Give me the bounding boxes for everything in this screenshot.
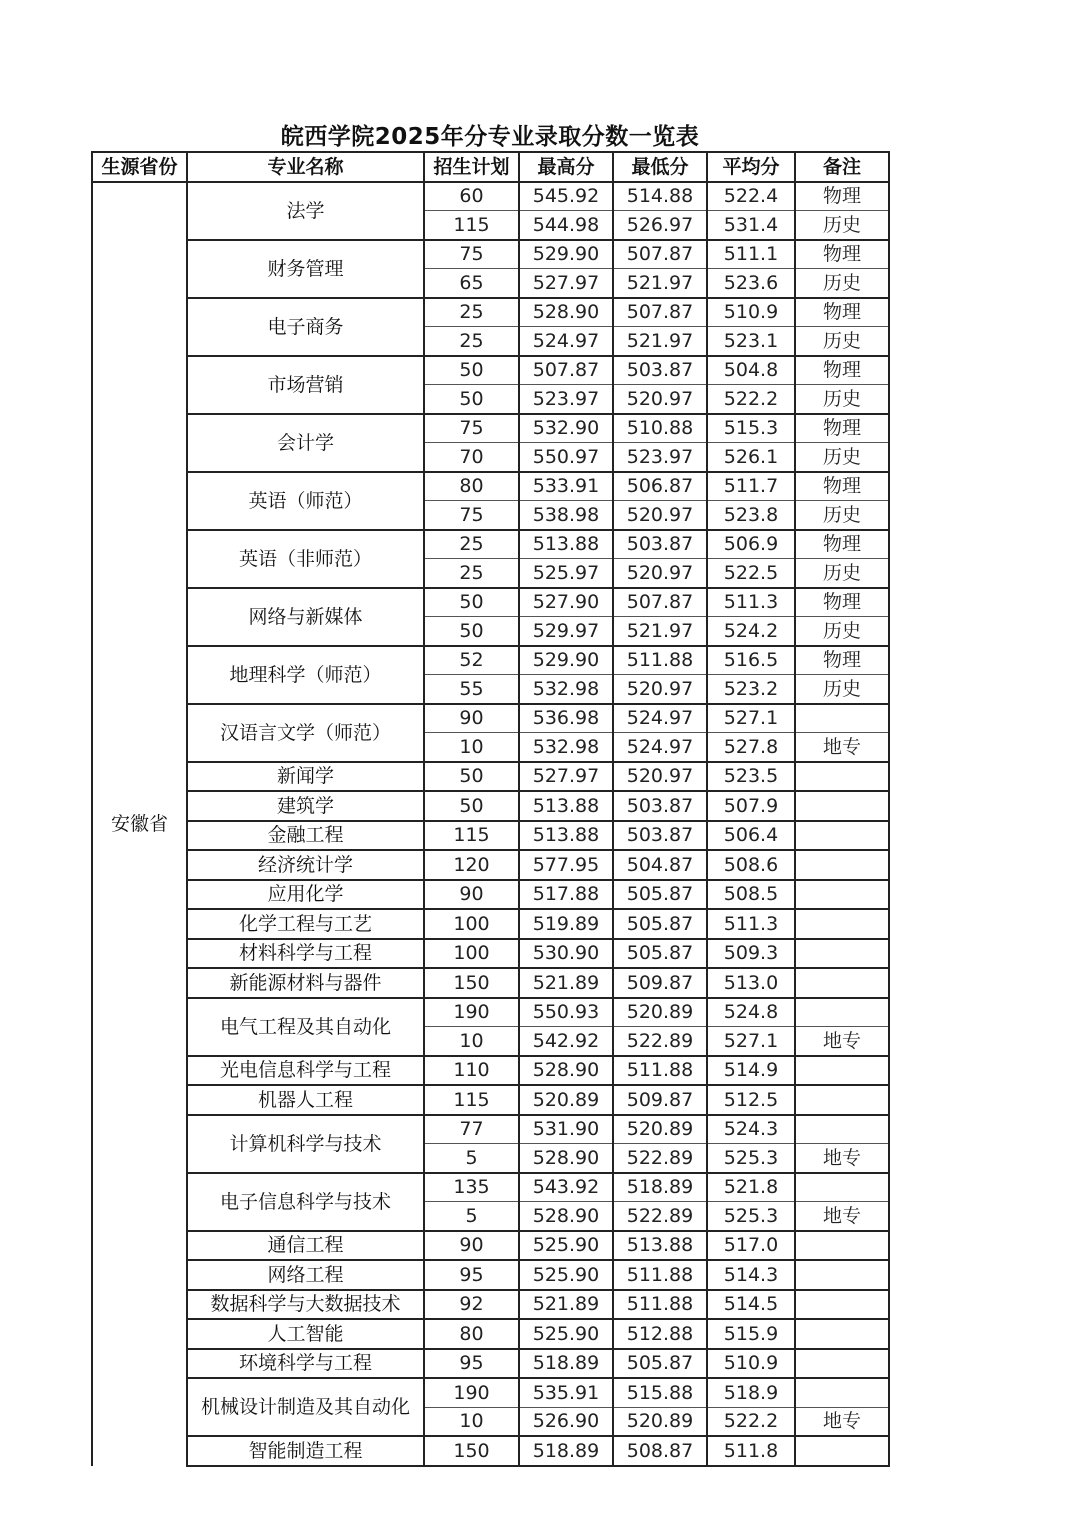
plan-cell: 190 <box>424 998 519 1027</box>
avg-score-cell: 521.8 <box>707 1173 795 1202</box>
min-score-cell: 513.88 <box>613 1231 707 1261</box>
plan-cell: 115 <box>424 211 519 240</box>
table-row <box>92 1319 889 1349</box>
header-remark: 备注 <box>795 152 889 182</box>
min-score-cell: 514.88 <box>613 182 707 211</box>
plan-cell: 25 <box>424 530 519 559</box>
min-score-cell: 515.88 <box>613 1378 707 1407</box>
major-name-cell: 环境科学与工程 <box>187 1349 424 1379</box>
min-score-cell: 526.97 <box>613 211 707 240</box>
min-score-cell: 522.89 <box>613 1027 707 1056</box>
plan-cell: 150 <box>424 1436 519 1466</box>
max-score-cell: 528.90 <box>519 1144 613 1173</box>
max-score-cell: 536.98 <box>519 704 613 733</box>
max-score-cell: 527.90 <box>519 588 613 617</box>
province-cell: 安徽省 <box>92 182 187 1466</box>
min-score-cell: 505.87 <box>613 1349 707 1379</box>
avg-score-cell: 514.3 <box>707 1260 795 1290</box>
major-name-cell: 英语（非师范） <box>187 530 424 588</box>
remark-cell: 物理 <box>795 298 889 327</box>
table-row <box>92 1349 889 1379</box>
avg-score-cell: 516.5 <box>707 646 795 675</box>
avg-score-cell: 510.9 <box>707 298 795 327</box>
max-score-cell: 531.90 <box>519 1115 613 1144</box>
remark-cell: 地专 <box>795 1407 889 1436</box>
max-score-cell: 535.91 <box>519 1378 613 1407</box>
max-score-cell: 529.97 <box>519 617 613 646</box>
plan-cell: 95 <box>424 1260 519 1290</box>
table-row <box>92 356 889 385</box>
max-score-cell: 544.98 <box>519 211 613 240</box>
min-score-cell: 520.97 <box>613 501 707 530</box>
table-row <box>92 821 889 851</box>
remark-cell <box>795 1260 889 1290</box>
table-row <box>92 850 889 880</box>
table-row <box>92 704 889 733</box>
plan-cell: 115 <box>424 821 519 851</box>
header-max-score: 最高分 <box>519 152 613 182</box>
remark-cell: 历史 <box>795 269 889 298</box>
plan-cell: 115 <box>424 1085 519 1115</box>
min-score-cell: 524.97 <box>613 733 707 762</box>
max-score-cell: 513.88 <box>519 530 613 559</box>
plan-cell: 10 <box>424 1407 519 1436</box>
header-major: 专业名称 <box>187 152 424 182</box>
avg-score-cell: 507.9 <box>707 791 795 821</box>
plan-cell: 77 <box>424 1115 519 1144</box>
max-score-cell: 532.98 <box>519 675 613 704</box>
min-score-cell: 509.87 <box>613 968 707 998</box>
plan-cell: 75 <box>424 240 519 269</box>
remark-cell: 历史 <box>795 559 889 588</box>
plan-cell: 135 <box>424 1173 519 1202</box>
min-score-cell: 511.88 <box>613 1056 707 1086</box>
table-body <box>92 152 889 1466</box>
plan-cell: 190 <box>424 1378 519 1407</box>
max-score-cell: 525.90 <box>519 1231 613 1261</box>
remark-cell <box>795 968 889 998</box>
max-score-cell: 532.90 <box>519 414 613 443</box>
min-score-cell: 503.87 <box>613 821 707 851</box>
plan-cell: 100 <box>424 909 519 939</box>
header-avg-score: 平均分 <box>707 152 795 182</box>
major-name-cell: 人工智能 <box>187 1319 424 1349</box>
max-score-cell: 550.93 <box>519 998 613 1027</box>
major-name-cell: 地理科学（师范） <box>187 646 424 704</box>
plan-cell: 110 <box>424 1056 519 1086</box>
min-score-cell: 507.87 <box>613 588 707 617</box>
plan-cell: 10 <box>424 1027 519 1056</box>
max-score-cell: 527.97 <box>519 762 613 792</box>
min-score-cell: 504.87 <box>613 850 707 880</box>
avg-score-cell: 522.2 <box>707 385 795 414</box>
table-row <box>92 1378 889 1407</box>
major-name-cell: 光电信息科学与工程 <box>187 1056 424 1086</box>
major-name-cell: 经济统计学 <box>187 850 424 880</box>
remark-cell <box>795 704 889 733</box>
max-score-cell: 529.90 <box>519 240 613 269</box>
remark-cell <box>795 1290 889 1320</box>
min-score-cell: 505.87 <box>613 880 707 910</box>
min-score-cell: 508.87 <box>613 1436 707 1466</box>
plan-cell: 52 <box>424 646 519 675</box>
plan-cell: 92 <box>424 1290 519 1320</box>
avg-score-cell: 515.9 <box>707 1319 795 1349</box>
max-score-cell: 517.88 <box>519 880 613 910</box>
min-score-cell: 520.97 <box>613 675 707 704</box>
avg-score-cell: 514.9 <box>707 1056 795 1086</box>
plan-cell: 95 <box>424 1349 519 1379</box>
table-row <box>92 880 889 910</box>
remark-cell <box>795 1056 889 1086</box>
plan-cell: 50 <box>424 356 519 385</box>
table-row <box>92 298 889 327</box>
remark-cell <box>795 880 889 910</box>
major-name-cell: 应用化学 <box>187 880 424 910</box>
major-name-cell: 网络与新媒体 <box>187 588 424 646</box>
min-score-cell: 520.89 <box>613 1407 707 1436</box>
major-name-cell: 市场营销 <box>187 356 424 414</box>
min-score-cell: 503.87 <box>613 356 707 385</box>
major-name-cell: 建筑学 <box>187 791 424 821</box>
major-name-cell: 新闻学 <box>187 762 424 792</box>
table-row <box>92 646 889 675</box>
plan-cell: 50 <box>424 617 519 646</box>
max-score-cell: 521.89 <box>519 968 613 998</box>
max-score-cell: 527.97 <box>519 269 613 298</box>
remark-cell: 物理 <box>795 530 889 559</box>
table-row <box>92 968 889 998</box>
remark-cell <box>795 1349 889 1379</box>
table-row <box>92 1173 889 1202</box>
plan-cell: 80 <box>424 1319 519 1349</box>
avg-score-cell: 526.1 <box>707 443 795 472</box>
avg-score-cell: 518.9 <box>707 1378 795 1407</box>
plan-cell: 75 <box>424 414 519 443</box>
plan-cell: 50 <box>424 385 519 414</box>
avg-score-cell: 511.3 <box>707 588 795 617</box>
remark-cell: 历史 <box>795 327 889 356</box>
avg-score-cell: 515.3 <box>707 414 795 443</box>
min-score-cell: 510.88 <box>613 414 707 443</box>
major-name-cell: 电气工程及其自动化 <box>187 998 424 1056</box>
plan-cell: 50 <box>424 791 519 821</box>
min-score-cell: 523.97 <box>613 443 707 472</box>
min-score-cell: 503.87 <box>613 791 707 821</box>
table-row <box>92 182 889 211</box>
avg-score-cell: 522.4 <box>707 182 795 211</box>
plan-cell: 55 <box>424 675 519 704</box>
plan-cell: 100 <box>424 939 519 969</box>
remark-cell: 地专 <box>795 1202 889 1231</box>
remark-cell <box>795 998 889 1027</box>
avg-score-cell: 504.8 <box>707 356 795 385</box>
avg-score-cell: 525.3 <box>707 1144 795 1173</box>
min-score-cell: 520.89 <box>613 998 707 1027</box>
plan-cell: 90 <box>424 1231 519 1261</box>
remark-cell: 地专 <box>795 733 889 762</box>
avg-score-cell: 523.6 <box>707 269 795 298</box>
major-name-cell: 智能制造工程 <box>187 1436 424 1466</box>
major-name-cell: 网络工程 <box>187 1260 424 1290</box>
min-score-cell: 524.97 <box>613 704 707 733</box>
table-row <box>92 1231 889 1261</box>
major-name-cell: 金融工程 <box>187 821 424 851</box>
table-row <box>92 1290 889 1320</box>
min-score-cell: 521.97 <box>613 269 707 298</box>
max-score-cell: 524.97 <box>519 327 613 356</box>
avg-score-cell: 523.1 <box>707 327 795 356</box>
plan-cell: 150 <box>424 968 519 998</box>
min-score-cell: 520.89 <box>613 1115 707 1144</box>
plan-cell: 10 <box>424 733 519 762</box>
avg-score-cell: 531.4 <box>707 211 795 240</box>
plan-cell: 90 <box>424 880 519 910</box>
max-score-cell: 518.89 <box>519 1436 613 1466</box>
remark-cell <box>795 909 889 939</box>
max-score-cell: 528.90 <box>519 1202 613 1231</box>
min-score-cell: 518.89 <box>613 1173 707 1202</box>
avg-score-cell: 524.8 <box>707 998 795 1027</box>
table-row <box>92 1260 889 1290</box>
min-score-cell: 507.87 <box>613 240 707 269</box>
avg-score-cell: 508.5 <box>707 880 795 910</box>
major-name-cell: 英语（师范） <box>187 472 424 530</box>
remark-cell <box>795 821 889 851</box>
table-row <box>92 588 889 617</box>
remark-cell <box>795 791 889 821</box>
max-score-cell: 543.92 <box>519 1173 613 1202</box>
remark-cell: 物理 <box>795 414 889 443</box>
min-score-cell: 509.87 <box>613 1085 707 1115</box>
max-score-cell: 530.90 <box>519 939 613 969</box>
avg-score-cell: 527.1 <box>707 1027 795 1056</box>
table-row <box>92 240 889 269</box>
max-score-cell: 526.90 <box>519 1407 613 1436</box>
min-score-cell: 505.87 <box>613 939 707 969</box>
remark-cell: 历史 <box>795 501 889 530</box>
table-row <box>92 762 889 792</box>
plan-cell: 25 <box>424 298 519 327</box>
min-score-cell: 511.88 <box>613 1290 707 1320</box>
remark-cell: 地专 <box>795 1144 889 1173</box>
min-score-cell: 520.97 <box>613 762 707 792</box>
remark-cell: 物理 <box>795 182 889 211</box>
avg-score-cell: 525.3 <box>707 1202 795 1231</box>
page-title: 皖西学院2025年分专业录取分数一览表 <box>280 124 700 150</box>
remark-cell: 物理 <box>795 240 889 269</box>
major-name-cell: 数据科学与大数据技术 <box>187 1290 424 1320</box>
avg-score-cell: 506.9 <box>707 530 795 559</box>
min-score-cell: 511.88 <box>613 646 707 675</box>
max-score-cell: 577.95 <box>519 850 613 880</box>
min-score-cell: 520.97 <box>613 559 707 588</box>
plan-cell: 25 <box>424 327 519 356</box>
max-score-cell: 523.97 <box>519 385 613 414</box>
avg-score-cell: 511.7 <box>707 472 795 501</box>
min-score-cell: 520.97 <box>613 385 707 414</box>
table-row <box>92 909 889 939</box>
major-name-cell: 机器人工程 <box>187 1085 424 1115</box>
avg-score-cell: 524.2 <box>707 617 795 646</box>
max-score-cell: 521.89 <box>519 1290 613 1320</box>
max-score-cell: 550.97 <box>519 443 613 472</box>
plan-cell: 80 <box>424 472 519 501</box>
min-score-cell: 521.97 <box>613 617 707 646</box>
avg-score-cell: 527.8 <box>707 733 795 762</box>
remark-cell <box>795 1231 889 1261</box>
plan-cell: 5 <box>424 1202 519 1231</box>
major-name-cell: 电子信息科学与技术 <box>187 1173 424 1231</box>
plan-cell: 50 <box>424 588 519 617</box>
header-row <box>92 152 889 182</box>
max-score-cell: 538.98 <box>519 501 613 530</box>
remark-cell <box>795 939 889 969</box>
remark-cell: 历史 <box>795 675 889 704</box>
max-score-cell: 525.90 <box>519 1319 613 1349</box>
max-score-cell: 528.90 <box>519 298 613 327</box>
avg-score-cell: 523.5 <box>707 762 795 792</box>
table-row <box>92 1115 889 1144</box>
avg-score-cell: 511.8 <box>707 1436 795 1466</box>
min-score-cell: 521.97 <box>613 327 707 356</box>
plan-cell: 25 <box>424 559 519 588</box>
major-name-cell: 机械设计制造及其自动化 <box>187 1378 424 1436</box>
avg-score-cell: 522.5 <box>707 559 795 588</box>
remark-cell: 地专 <box>795 1027 889 1056</box>
table-row <box>92 530 889 559</box>
remark-cell: 历史 <box>795 385 889 414</box>
avg-score-cell: 506.4 <box>707 821 795 851</box>
remark-cell: 物理 <box>795 646 889 675</box>
admission-score-table <box>91 151 890 1467</box>
max-score-cell: 525.97 <box>519 559 613 588</box>
avg-score-cell: 523.8 <box>707 501 795 530</box>
major-name-cell: 电子商务 <box>187 298 424 356</box>
remark-cell: 物理 <box>795 588 889 617</box>
max-score-cell: 520.89 <box>519 1085 613 1115</box>
table-row <box>92 1056 889 1086</box>
max-score-cell: 518.89 <box>519 1349 613 1379</box>
avg-score-cell: 514.5 <box>707 1290 795 1320</box>
plan-cell: 75 <box>424 501 519 530</box>
remark-cell <box>795 1378 889 1407</box>
major-name-cell: 财务管理 <box>187 240 424 298</box>
avg-score-cell: 524.3 <box>707 1115 795 1144</box>
avg-score-cell: 512.5 <box>707 1085 795 1115</box>
max-score-cell: 542.92 <box>519 1027 613 1056</box>
max-score-cell: 519.89 <box>519 909 613 939</box>
header-min-score: 最低分 <box>613 152 707 182</box>
header-province: 生源省份 <box>92 152 187 182</box>
remark-cell: 物理 <box>795 356 889 385</box>
remark-cell <box>795 1115 889 1144</box>
avg-score-cell: 509.3 <box>707 939 795 969</box>
max-score-cell: 513.88 <box>519 791 613 821</box>
major-name-cell: 化学工程与工艺 <box>187 909 424 939</box>
major-name-cell: 新能源材料与器件 <box>187 968 424 998</box>
avg-score-cell: 513.0 <box>707 968 795 998</box>
plan-cell: 50 <box>424 762 519 792</box>
min-score-cell: 522.89 <box>613 1144 707 1173</box>
table-row <box>92 939 889 969</box>
table-row <box>92 472 889 501</box>
avg-score-cell: 523.2 <box>707 675 795 704</box>
plan-cell: 5 <box>424 1144 519 1173</box>
min-score-cell: 503.87 <box>613 530 707 559</box>
remark-cell <box>795 1085 889 1115</box>
max-score-cell: 533.91 <box>519 472 613 501</box>
avg-score-cell: 522.2 <box>707 1407 795 1436</box>
table-row <box>92 791 889 821</box>
remark-cell: 历史 <box>795 211 889 240</box>
plan-cell: 70 <box>424 443 519 472</box>
min-score-cell: 507.87 <box>613 298 707 327</box>
avg-score-cell: 527.1 <box>707 704 795 733</box>
max-score-cell: 525.90 <box>519 1260 613 1290</box>
remark-cell: 物理 <box>795 472 889 501</box>
remark-cell: 历史 <box>795 443 889 472</box>
major-name-cell: 汉语言文学（师范） <box>187 704 424 762</box>
major-name-cell: 通信工程 <box>187 1231 424 1261</box>
remark-cell <box>795 1319 889 1349</box>
remark-cell <box>795 1173 889 1202</box>
min-score-cell: 505.87 <box>613 909 707 939</box>
major-name-cell: 材料科学与工程 <box>187 939 424 969</box>
remark-cell: 历史 <box>795 617 889 646</box>
max-score-cell: 532.98 <box>519 733 613 762</box>
remark-cell <box>795 762 889 792</box>
min-score-cell: 512.88 <box>613 1319 707 1349</box>
plan-cell: 60 <box>424 182 519 211</box>
avg-score-cell: 508.6 <box>707 850 795 880</box>
major-name-cell: 法学 <box>187 182 424 240</box>
remark-cell <box>795 850 889 880</box>
min-score-cell: 511.88 <box>613 1260 707 1290</box>
min-score-cell: 506.87 <box>613 472 707 501</box>
table-row <box>92 998 889 1027</box>
remark-cell <box>795 1436 889 1466</box>
max-score-cell: 529.90 <box>519 646 613 675</box>
table-row <box>92 1436 889 1466</box>
avg-score-cell: 510.9 <box>707 1349 795 1379</box>
avg-score-cell: 517.0 <box>707 1231 795 1261</box>
plan-cell: 65 <box>424 269 519 298</box>
plan-cell: 120 <box>424 850 519 880</box>
max-score-cell: 513.88 <box>519 821 613 851</box>
max-score-cell: 528.90 <box>519 1056 613 1086</box>
max-score-cell: 507.87 <box>519 356 613 385</box>
table-row <box>92 414 889 443</box>
max-score-cell: 545.92 <box>519 182 613 211</box>
avg-score-cell: 511.1 <box>707 240 795 269</box>
avg-score-cell: 511.3 <box>707 909 795 939</box>
major-name-cell: 计算机科学与技术 <box>187 1115 424 1173</box>
header-plan: 招生计划 <box>424 152 519 182</box>
table-row <box>92 1085 889 1115</box>
major-name-cell: 会计学 <box>187 414 424 472</box>
plan-cell: 90 <box>424 704 519 733</box>
min-score-cell: 522.89 <box>613 1202 707 1231</box>
